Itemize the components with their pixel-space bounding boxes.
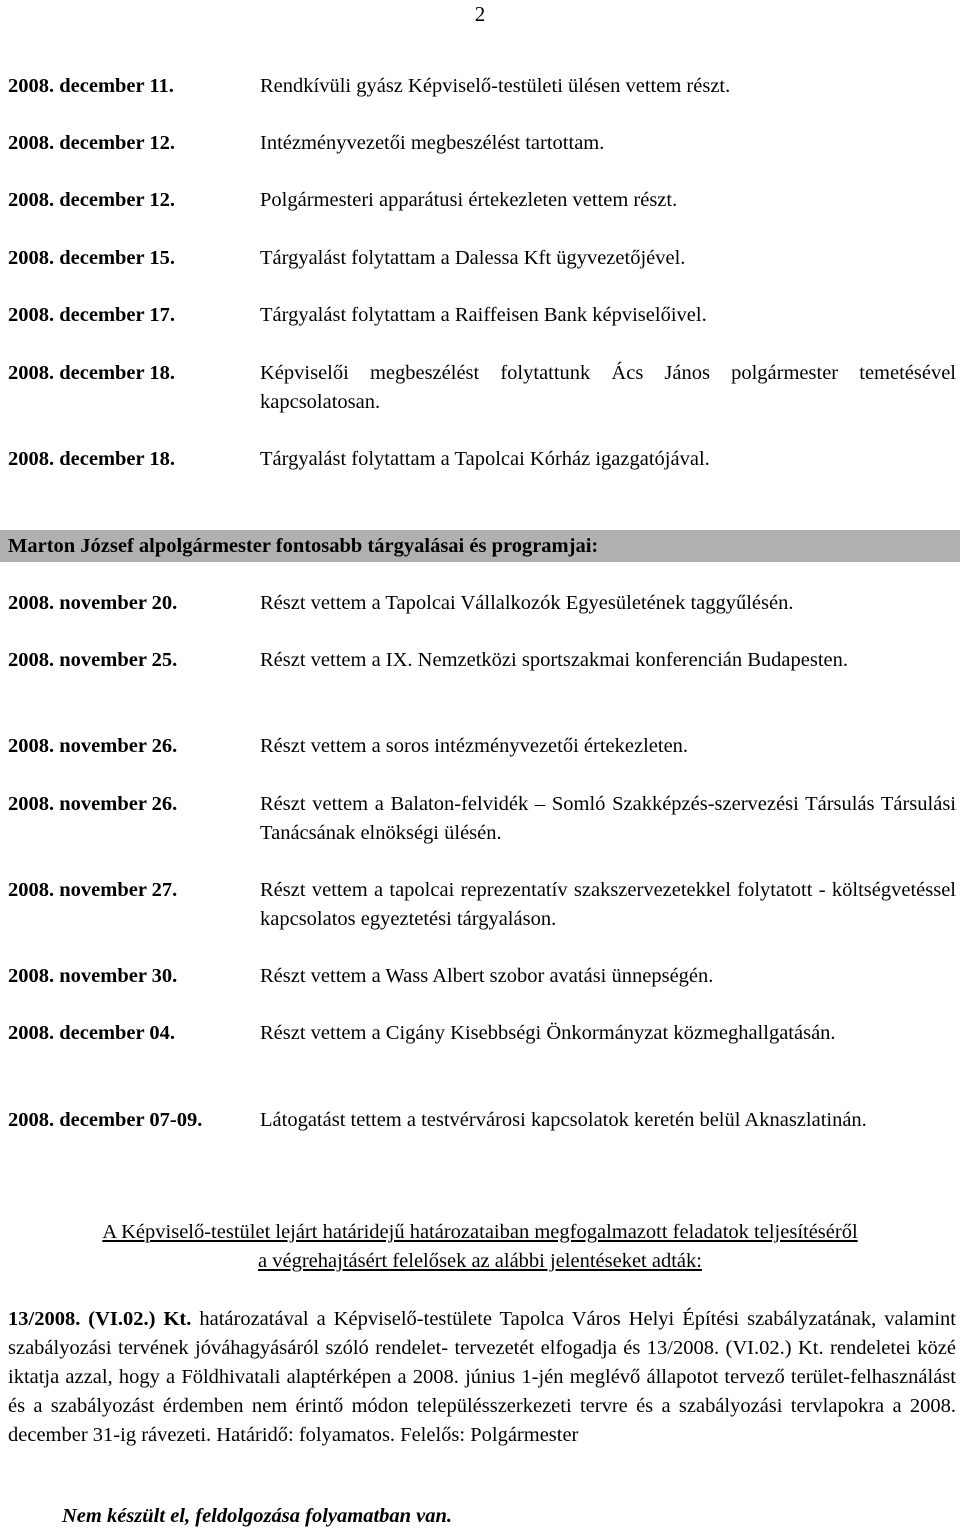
list-item — [8, 1106, 956, 1135]
entry-date: 2008. december 17. — [8, 304, 176, 326]
notice-line: a végrehajtásért felelősek az alábbi jelentéseket adták: — [258, 1250, 702, 1272]
page-number: 2 — [474, 2, 486, 26]
list-item — [8, 589, 956, 618]
entry-date: 2008. november 26. — [8, 793, 178, 815]
status-note: Nem készült el, feldolgozása folyamatban van. — [62, 1505, 453, 1527]
entry-text: Tárgyalást folytattam a Raiffeisen Bank képviselőivel. — [260, 304, 707, 326]
list-item — [8, 244, 956, 273]
entry-date: 2008. december 07-09. — [8, 1109, 203, 1131]
entry-date: 2008. november 26. — [8, 735, 178, 757]
list-item — [8, 646, 956, 675]
list-item — [8, 359, 956, 417]
entry-text: Részt vettem a Balaton-felvidék – Somló Szakképzés-szervezési Társulás Társulási Tanácsának elnökségi ülésén. — [260, 793, 956, 844]
notice-line: A Képviselő-testület lejárt határidejű határozataiban megfogalmazott feladatok teljesítéséről — [102, 1221, 858, 1243]
entry-date: 2008. december 12. — [8, 189, 176, 211]
entry-text: Részt vettem a Wass Albert szobor avatási ünnepségén. — [260, 965, 714, 987]
resolution-paragraph — [8, 1305, 956, 1450]
list-item — [8, 301, 956, 330]
list-item — [8, 1019, 956, 1048]
entry-date: 2008. december 15. — [8, 247, 176, 269]
entry-date: 2008. november 27. — [8, 879, 178, 901]
entry-text: Tárgyalást folytattam a Tapolcai Kórház igazgatójával. — [260, 448, 710, 470]
list-item — [8, 732, 956, 761]
entry-text: Rendkívüli gyász Képviselő-testületi ülésen vettem részt. — [260, 75, 731, 97]
list-item — [8, 876, 956, 934]
report-notice — [0, 1218, 960, 1276]
entry-text: Intézményvezetői megbeszélést tartottam. — [260, 132, 605, 154]
entry-text: Részt vettem a IX. Nemzetközi sportszakmai konferencián Budapesten. — [260, 649, 849, 671]
entry-date: 2008. november 25. — [8, 649, 178, 671]
resolution-reference: 13/2008. (VI.02.) Kt. — [8, 1308, 192, 1330]
list-item — [8, 72, 956, 101]
entry-date: 2008. december 11. — [8, 75, 174, 97]
entry-text: Részt vettem a soros intézményvezetői értekezleten. — [260, 735, 689, 757]
entry-date: 2008. december 18. — [8, 448, 176, 470]
entry-date: 2008. november 20. — [8, 592, 178, 614]
list-item — [8, 445, 956, 474]
entry-text: Látogatást tettem a testvérvárosi kapcsolatok keretén belül Aknaszlatinán. — [260, 1109, 867, 1131]
entry-date: 2008. december 04. — [8, 1022, 176, 1044]
list-item — [8, 790, 956, 848]
section-heading: Marton József alpolgármester fontosabb tárgyalásai és programjai: — [0, 530, 960, 562]
entry-text: Részt vettem a tapolcai reprezentatív szakszervezetekkel folytatott - költségvetéssel kapcsolatos egyeztetési tárgyaláson. — [260, 879, 956, 930]
list-item — [8, 962, 956, 991]
entry-text: Polgármesteri apparátusi értekezleten vettem részt. — [260, 189, 678, 211]
entry-text: Részt vettem a Cigány Kisebbségi Önkormányzat közmeghallgatásán. — [260, 1022, 836, 1044]
entry-text: Tárgyalást folytattam a Dalessa Kft ügyvezetőjével. — [260, 247, 686, 269]
entry-text: Képviselői megbeszélést folytattunk Ács János polgármester temetésével kapcsolatosan. — [260, 362, 956, 413]
list-item — [8, 186, 956, 215]
list-item — [8, 129, 956, 158]
entry-date: 2008. november 30. — [8, 965, 178, 987]
entry-date: 2008. december 12. — [8, 132, 176, 154]
entry-text: Részt vettem a Tapolcai Vállalkozók Egyesületének taggyűlésén. — [260, 592, 794, 614]
entry-date: 2008. december 18. — [8, 362, 176, 384]
resolution-text: határozatával a Képviselő-testülete Tapolca Város Helyi Építési szabályzatának, valamint szabályozási tervének jóváhagyásáról szóló rendelet- tervezetét elfogadja és 13/2008. (VI.02.) Kt. rendeletei közé iktatja azzal, hogy a Földhivatali alaptérképen a 2008. június 1-jén meglévő állapotot tervező terület-felhasználást és a szabályozást érdemben nem érintő módon településszerkezeti tervre és a szabályozási tervlapokra a 2008. december 31-ig rávezeti. Határidő: folyamatos. Felelős: Polgármester — [8, 1308, 957, 1446]
